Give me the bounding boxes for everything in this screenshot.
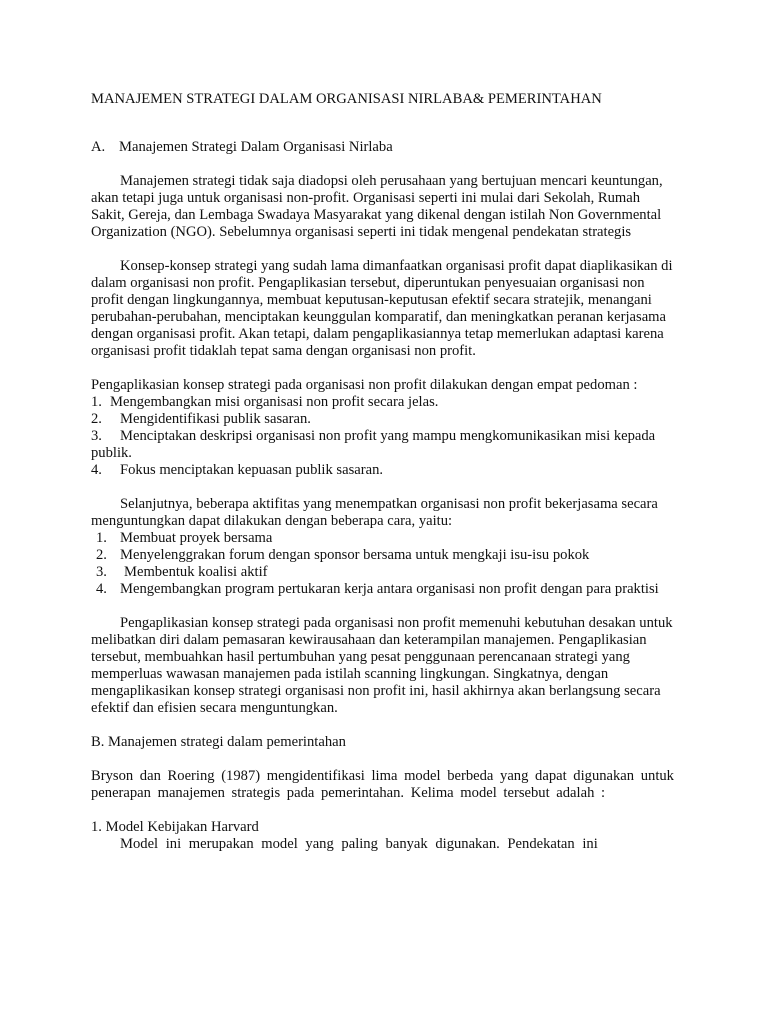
kerjasama-list [91,530,677,598]
section-a-paragraph-2: Konsep-konsep strategi yang sudah lama dimanfaatkan organisasi profit dapat diaplikasikan di dalam organisasi non profit. Pengaplikasian tersebut, diperuntukan penyesuaian organisasi non profit dengan lingkungannya, membuat keputusan-keputusan efektif secara stratejik, menangani perubahan-perubahan, menciptakan keunggulan komparatif, dan meningkatkan peranan kerjasama dengan organisasi profit. Akan tetapi, dalam pengaplikasiannya tetap memerlukan adaptasi karena organisasi profit tidaklah tepat sama dengan organisasi non profit. [91,258,673,359]
list-item-number: 4. [91,462,102,478]
pedoman-list [91,394,677,479]
section-b-heading: B. Manajemen strategi dalam pemerintahan [91,734,346,750]
section-a-paragraph-3: Selanjutnya, beberapa aktifitas yang menempatkan organisasi non profit bekerjasama secara menguntungkan dapat dilakukan dengan beberapa cara, yaitu: [91,496,658,529]
list-item-number: 1. [91,394,102,410]
list-item-number: 3. [96,564,107,580]
document-page [91,91,677,853]
list-item [91,564,677,581]
list-item [91,411,677,428]
list-item-number: 4. [96,581,107,597]
section-a-paragraph-4: Pengaplikasian konsep strategi pada organisasi non profit memenuhi kebutuhan desakan untuk melibatkan diri dalam pemasaran kewirausahaan dan keterampilan manajemen. Pengaplikasian tersebut, membuahkan hasil pertumbuhan yang pesat penggunaan perencanaan strategi yang memperluas wawasan manajemen pada istilah scanning lingkungan. Singkatnya, dengan mengaplikasikan konsep strategi organisasi non profit ini, hasil akhirnya akan berlangsung secara efektif dan efisien secara menguntungkan. [91,615,673,716]
list-item-text: Menciptakan deskripsi organisasi non profit yang mampu mengkomunikasikan misi kepada publik. [91,428,656,461]
list-item-number: 3. [91,428,102,444]
section-b-paragraph-1: Bryson dan Roering (1987) mengidentifikasi lima model berbeda yang dapat digunakan untuk penerapan manajemen strategis pada pemerintahan. Kelima model tersebut adalah : [91,768,674,801]
list-item-text: Fokus menciptakan kepuasan publik sasaran. [120,462,384,478]
list-item-text: Mengidentifikasi publik sasaran. [120,411,311,427]
section-a-heading-text: Manajemen Strategi Dalam Organisasi Nirlaba [119,139,393,155]
list-item [91,462,677,479]
list-item-number: 2. [91,411,102,427]
model-1-body: Model ini merupakan model yang paling banyak digunakan. Pendekatan ini [120,836,598,852]
list-item-text: Menyelenggrakan forum dengan sponsor bersama untuk mengkaji isu-isu pokok [120,547,590,563]
list-item-number: 1. [96,530,107,546]
section-a-heading [91,139,677,156]
list-item [91,394,677,411]
document-title: MANAJEMEN STRATEGI DALAM ORGANISASI NIRLABA& PEMERINTAHAN [91,91,602,107]
section-a-number: A. [91,139,106,155]
list-item [91,428,677,462]
list-item [91,530,677,547]
list-item-number: 2. [96,547,107,563]
section-a-paragraph-1: Manajemen strategi tidak saja diadopsi oleh perusahaan yang bertujuan mencari keuntungan, akan tetapi juga untuk organisasi non-profit. Organisasi seperti ini mulai dari Sekolah, Rumah Sakit, Gereja, dan Lembaga Swadaya Masyarakat yang dikenal dengan istilah Non Governmental Organization (NGO). Sebelumnya organisasi seperti ini tidak mengenal pendekatan strategis [91,173,663,240]
list-item-text: Mengembangkan misi organisasi non profit secara jelas. [110,394,439,410]
list-item-text: Membentuk koalisi aktif [124,564,268,580]
list-item [91,547,677,564]
model-1-title: 1. Model Kebijakan Harvard [91,819,259,835]
list-item-text: Membuat proyek bersama [120,530,273,546]
list-item [91,581,677,598]
pedoman-list-intro: Pengaplikasian konsep strategi pada organisasi non profit dilakukan dengan empat pedoman : [91,377,638,393]
list-item-text: Mengembangkan program pertukaran kerja antara organisasi non profit dengan para praktisi [120,581,659,597]
